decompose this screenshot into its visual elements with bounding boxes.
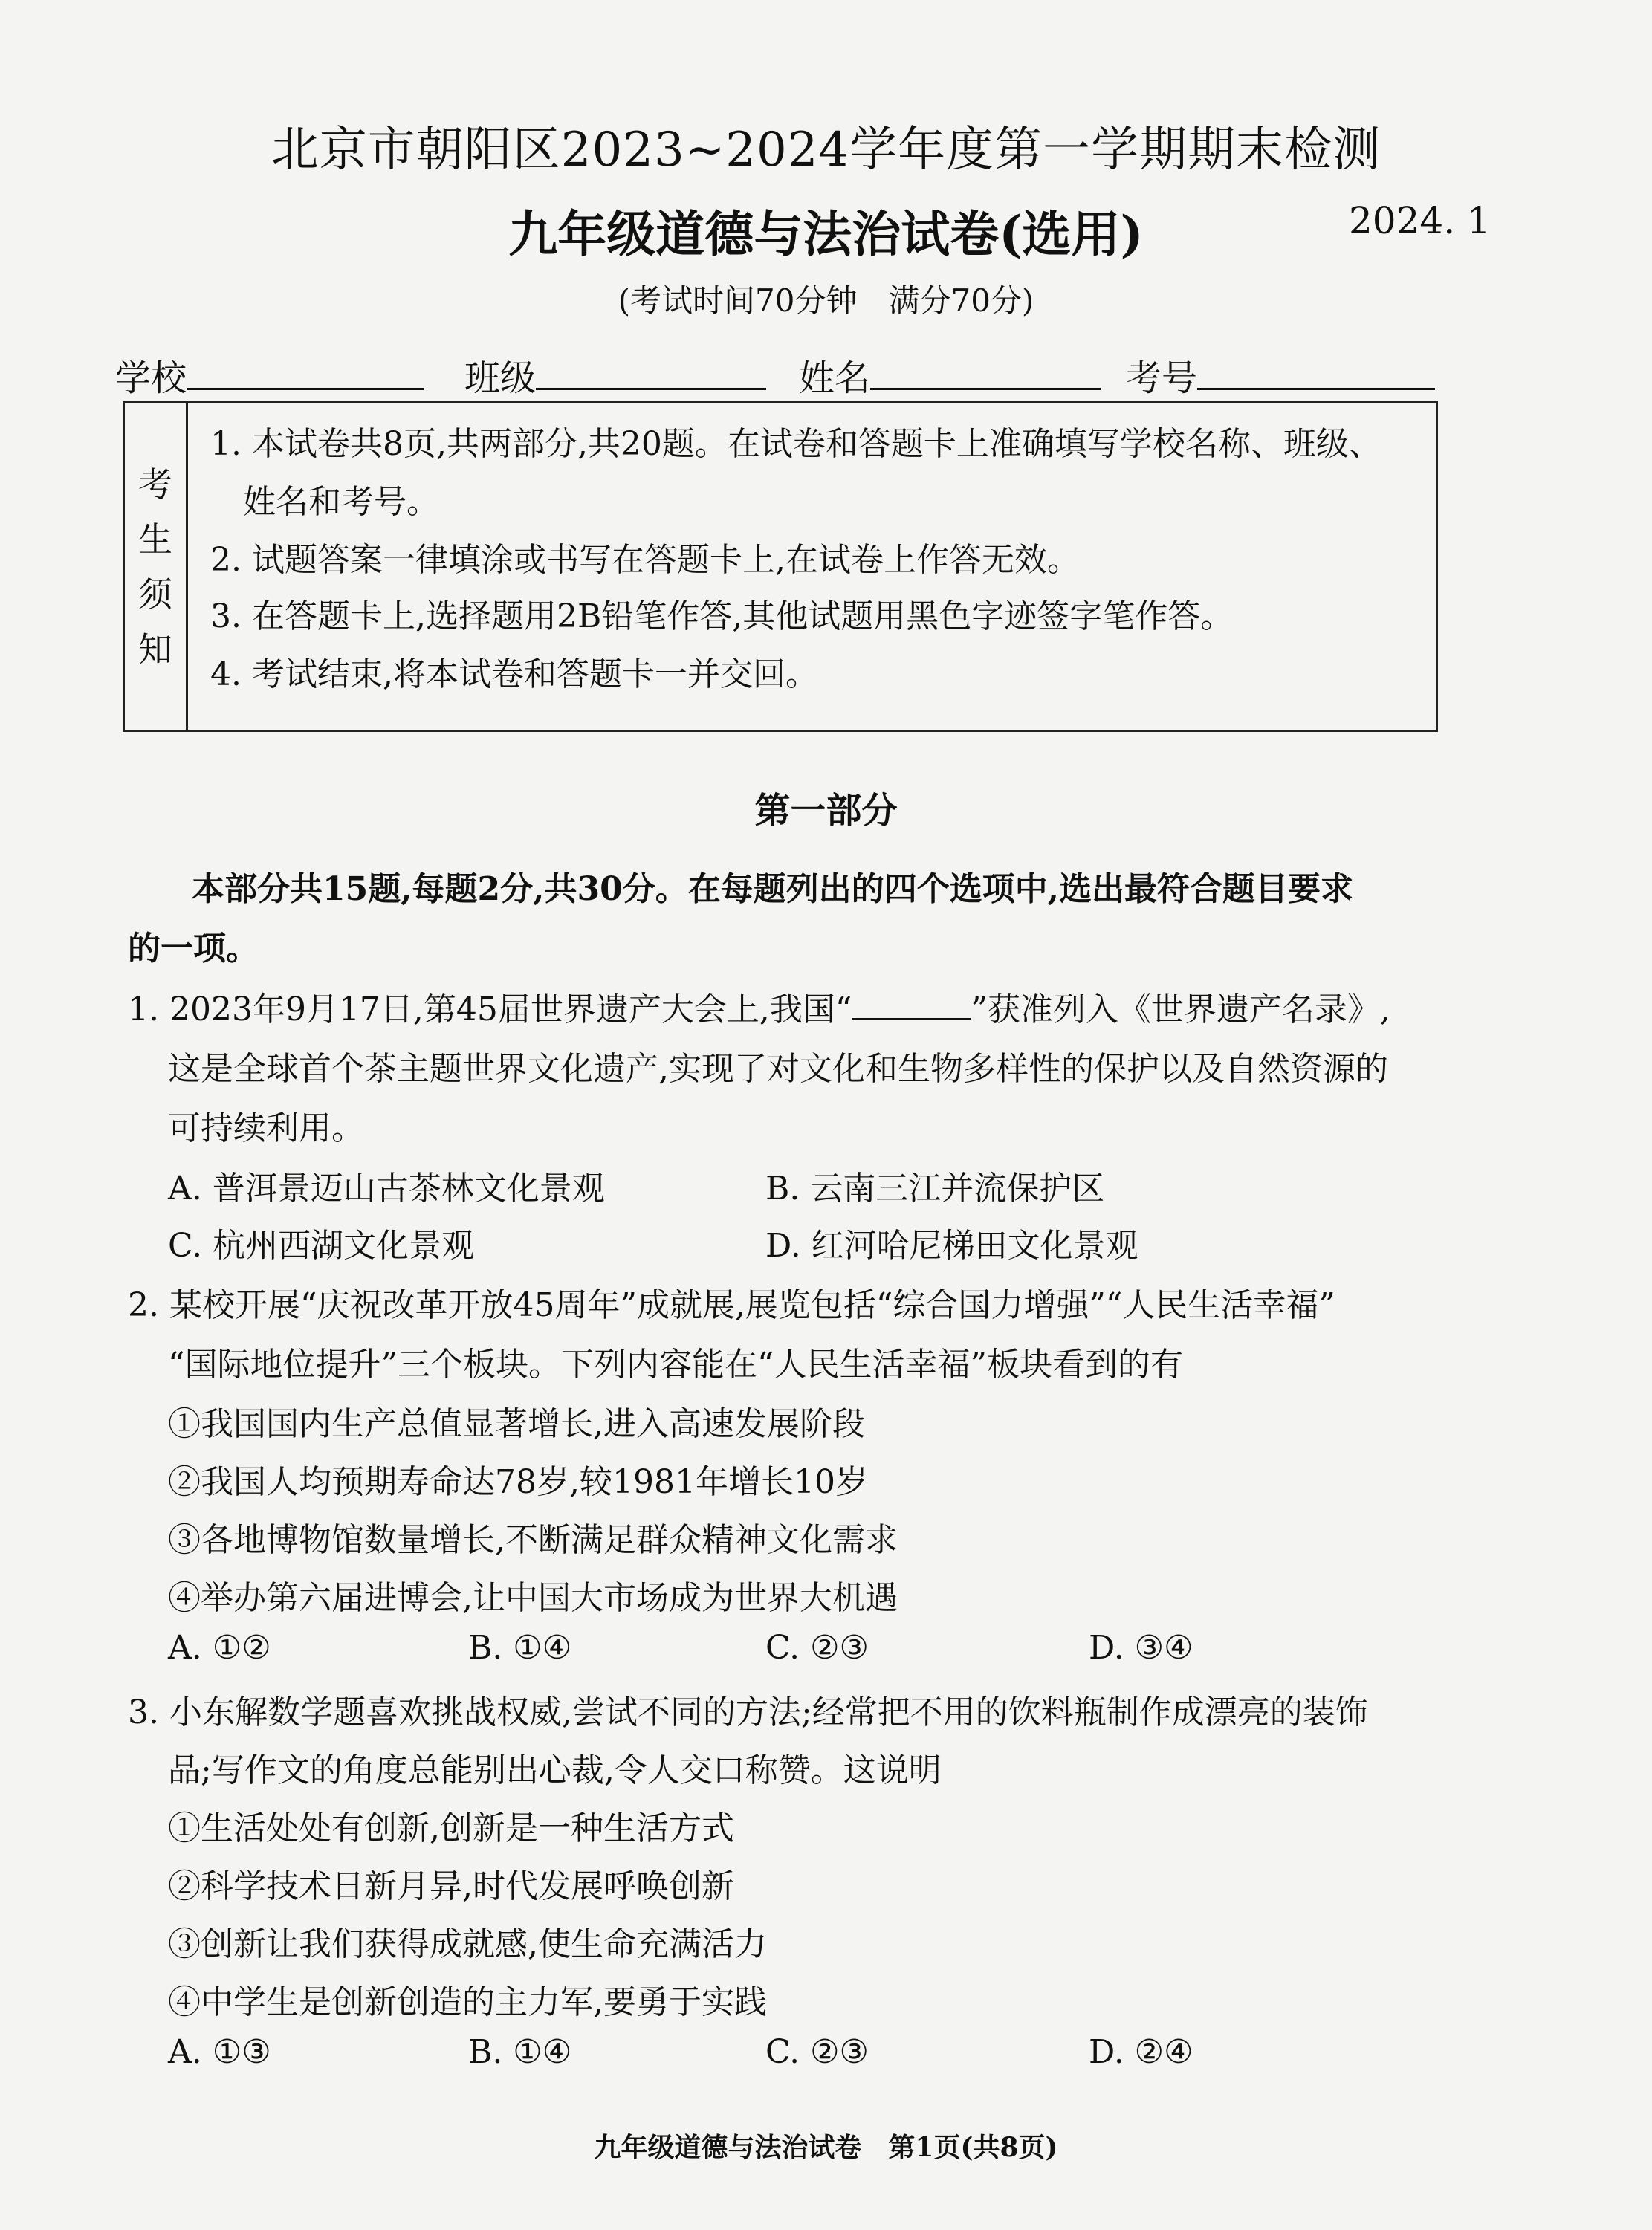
q3-option-c[interactable]: C. ②③ bbox=[765, 2033, 869, 2071]
q2-item: ①我国国内生产总值显著增长,进入高速发展阶段 bbox=[168, 1405, 865, 1443]
number-label: 考号 bbox=[1126, 357, 1198, 399]
notice-label-char: 生 bbox=[138, 519, 172, 560]
q1-option-a[interactable]: A. 普洱景迈山古茶林文化景观 bbox=[168, 1170, 605, 1208]
notice-line: 4. 考试结束,将本试卷和答题卡一并交回。 bbox=[210, 655, 818, 693]
q1-line1-part-a: 1. 2023年9月17日,第45届世界遗产大会上,我国“ bbox=[128, 991, 852, 1028]
number-blank[interactable] bbox=[1197, 358, 1435, 390]
q3-option-b[interactable]: B. ①④ bbox=[468, 2033, 572, 2071]
q2-item: ④举办第六届进博会,让中国大市场成为世界大机遇 bbox=[168, 1579, 898, 1617]
notice-line: 姓名和考号。 bbox=[210, 483, 439, 521]
q3-option-a[interactable]: A. ①③ bbox=[168, 2033, 271, 2071]
q2-item: ②我国人均预期寿命达78岁,较1981年增长10岁 bbox=[168, 1463, 868, 1501]
q1-option-c[interactable]: C. 杭州西湖文化景观 bbox=[168, 1227, 475, 1265]
q2-item: ③各地博物馆数量增长,不断满足群众精神文化需求 bbox=[168, 1521, 898, 1559]
q1-option-d[interactable]: D. 红河哈尼梯田文化景观 bbox=[765, 1227, 1138, 1265]
q2-option-b[interactable]: B. ①④ bbox=[468, 1629, 572, 1667]
q3-item: ④中学生是创新创造的主力军,要勇于实践 bbox=[168, 1983, 767, 2021]
q1-option-b[interactable]: B. 云南三江并流保护区 bbox=[765, 1170, 1105, 1208]
q2-option-d[interactable]: D. ③④ bbox=[1089, 1629, 1193, 1667]
exam-subtitle: 九年级道德与法治试卷(选用) bbox=[508, 205, 1144, 263]
exam-date: 2024. 1 bbox=[1349, 199, 1491, 242]
q2-line1: 2. 某校开展“庆祝改革开放45周年”成就展,展览包括“综合国力增强”“人民生活幸福” bbox=[128, 1286, 1335, 1324]
notice-box bbox=[123, 401, 1438, 732]
notice-label-char: 考 bbox=[138, 464, 172, 505]
q1-line1-part-b: ”获准列入《世界遗产名录》, bbox=[971, 991, 1390, 1028]
q3-item: ①生活处处有创新,创新是一种生活方式 bbox=[168, 1809, 734, 1847]
notice-line: 1. 本试卷共8页,共两部分,共20题。在试卷和答题卡上准确填写学校名称、班级、 bbox=[210, 425, 1381, 463]
school-blank[interactable] bbox=[187, 358, 424, 390]
notice-line: 2. 试题答案一律填涂或书写在答题卡上,在试卷上作答无效。 bbox=[210, 541, 1080, 579]
q3-item: ③创新让我们获得成就感,使生命充满活力 bbox=[168, 1925, 767, 1963]
q3-option-d[interactable]: D. ②④ bbox=[1089, 2033, 1193, 2071]
q3-line2: 品;写作文的角度总能别出心裁,令人交口称赞。这说明 bbox=[168, 1751, 942, 1789]
q1-line3: 可持续利用。 bbox=[168, 1109, 364, 1147]
q1-line1 bbox=[128, 982, 1390, 1030]
name-field[interactable] bbox=[799, 349, 1101, 401]
name-label: 姓名 bbox=[799, 357, 871, 399]
q2-option-c[interactable]: C. ②③ bbox=[765, 1629, 869, 1667]
page-footer: 九年级道德与法治试卷 第1页(共8页) bbox=[594, 2132, 1058, 2163]
class-field[interactable] bbox=[464, 349, 766, 401]
class-label: 班级 bbox=[464, 357, 537, 399]
part-heading: 第一部分 bbox=[754, 790, 898, 832]
exam-info: (考试时间70分钟 满分70分) bbox=[618, 282, 1034, 319]
class-blank[interactable] bbox=[536, 358, 766, 390]
part-intro-line1: 本部分共15题,每题2分,共30分。在每题列出的四个选项中,选出最符合题目要求 bbox=[192, 870, 1354, 908]
notice-label-char: 须 bbox=[138, 574, 172, 615]
exam-title: 北京市朝阳区2023~2024学年度第一学期期末检测 bbox=[271, 123, 1381, 178]
school-label: 学校 bbox=[115, 357, 187, 399]
notice-label-char: 知 bbox=[138, 629, 172, 670]
q2-line2: “国际地位提升”三个板块。下列内容能在“人民生活幸福”板块看到的有 bbox=[168, 1346, 1183, 1384]
q1-blank[interactable] bbox=[852, 991, 971, 1020]
notice-label bbox=[125, 403, 188, 730]
number-field[interactable] bbox=[1126, 349, 1435, 401]
q3-item: ②科学技术日新月异,时代发展呼唤创新 bbox=[168, 1867, 734, 1905]
name-blank[interactable] bbox=[870, 358, 1101, 390]
q1-line2: 这是全球首个茶主题世界文化遗产,实现了对文化和生物多样性的保护以及自然资源的 bbox=[168, 1050, 1388, 1088]
school-field[interactable] bbox=[115, 349, 424, 401]
q3-line1: 3. 小东解数学题喜欢挑战权威,尝试不同的方法;经常把不用的饮料瓶制作成漂亮的装饰 bbox=[128, 1693, 1368, 1731]
q2-option-a[interactable]: A. ①② bbox=[168, 1629, 271, 1667]
part-intro-line2: 的一项。 bbox=[128, 930, 259, 967]
notice-line: 3. 在答题卡上,选择题用2B铅笔作答,其他试题用黑色字迹签字笔作答。 bbox=[210, 597, 1234, 635]
